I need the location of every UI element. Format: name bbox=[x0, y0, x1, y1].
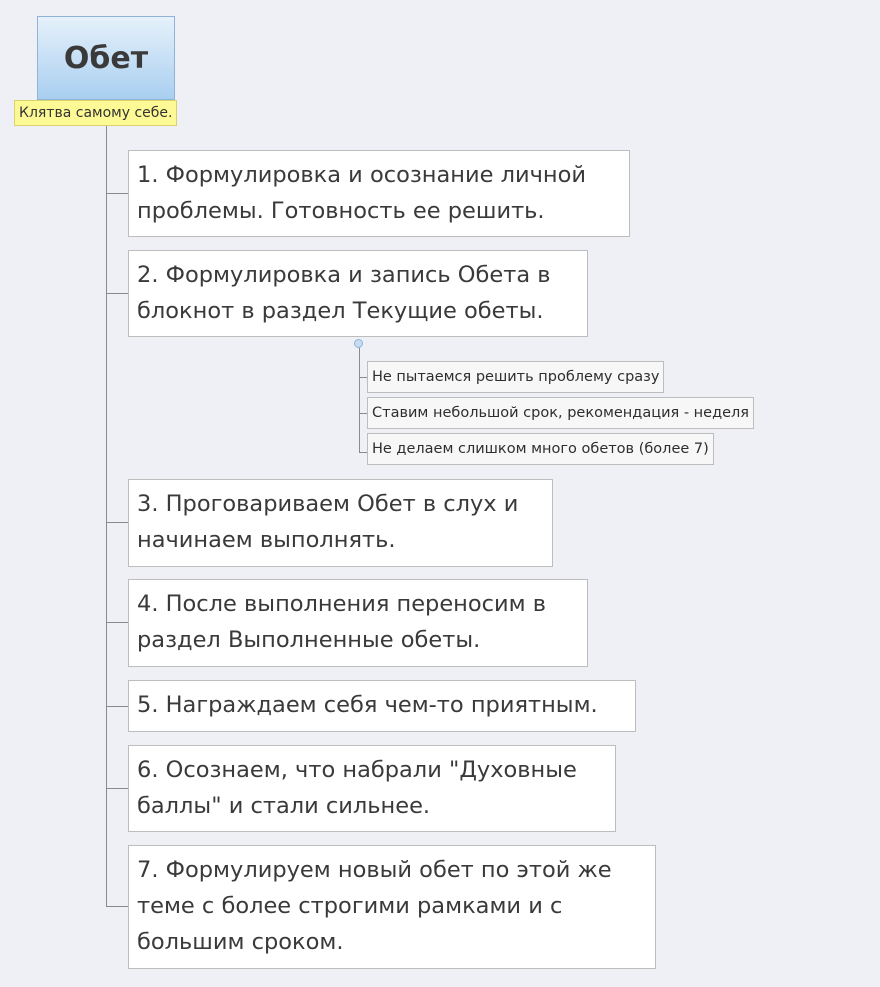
subtopic-3[interactable] bbox=[367, 433, 714, 465]
subtopic-1-label: Не пытаемся решить проблему сразу bbox=[372, 369, 660, 385]
topic-6-line-1: 6. Осознаем, что набрали "Духовные bbox=[137, 757, 577, 783]
topic-2[interactable] bbox=[128, 250, 588, 337]
topic-5-line-1: 5. Награждаем себя чем-то приятным. bbox=[137, 692, 598, 718]
topic-1-line-1: 1. Формулировка и осознание личной bbox=[137, 162, 587, 188]
topic-3-line-1: 3. Проговариваем Обет в слух и bbox=[137, 491, 519, 517]
subtopic-1[interactable] bbox=[367, 361, 664, 393]
subtopic-2-label: Ставим небольшой срок, рекомендация - неделя bbox=[372, 405, 750, 421]
topic-6[interactable] bbox=[128, 745, 616, 832]
topic-7-line-2: теме с более строгими рамками и с bbox=[137, 893, 563, 919]
topic-7[interactable] bbox=[128, 845, 656, 969]
subtopic-3-label: Не делаем слишком много обетов (более 7) bbox=[372, 441, 709, 457]
topic-7-line-1: 7. Формулируем новый обет по этой же bbox=[137, 857, 612, 883]
topic-4-line-2: раздел Выполненные обеты. bbox=[137, 627, 481, 653]
topic-3[interactable] bbox=[128, 479, 553, 567]
topic-1-line-2: проблемы. Готовность ее решить. bbox=[137, 198, 545, 224]
root-topic-label: Обет bbox=[63, 40, 149, 76]
collapse-toggle[interactable] bbox=[354, 339, 363, 348]
topic-1[interactable] bbox=[128, 150, 630, 237]
branch-connector-2 bbox=[106, 293, 129, 294]
subtopic-2[interactable] bbox=[367, 397, 754, 429]
root-note bbox=[14, 100, 177, 126]
branch-connector-7 bbox=[106, 906, 129, 907]
branch-connector-5 bbox=[106, 706, 129, 707]
root-topic[interactable] bbox=[37, 16, 175, 100]
main-trunk-connector bbox=[106, 126, 107, 907]
subtopic-trunk-connector bbox=[359, 346, 360, 453]
branch-connector-4 bbox=[106, 622, 129, 623]
branch-connector-6 bbox=[106, 788, 129, 789]
topic-7-line-3: большим сроком. bbox=[137, 929, 344, 955]
topic-4-line-1: 4. После выполнения переносим в bbox=[137, 591, 547, 617]
topic-3-line-2: начинаем выполнять. bbox=[137, 527, 396, 553]
root-note-text: Клятва самому себе. bbox=[19, 105, 173, 121]
topic-4[interactable] bbox=[128, 579, 588, 667]
topic-6-line-2: баллы" и стали сильнее. bbox=[137, 793, 431, 819]
branch-connector-1 bbox=[106, 193, 129, 194]
branch-connector-3 bbox=[106, 522, 129, 523]
topic-2-line-2: блокнот в раздел Текущие обеты. bbox=[137, 298, 544, 324]
topic-2-line-1: 2. Формулировка и запись Обета в bbox=[137, 262, 551, 288]
topic-5[interactable] bbox=[128, 680, 636, 732]
